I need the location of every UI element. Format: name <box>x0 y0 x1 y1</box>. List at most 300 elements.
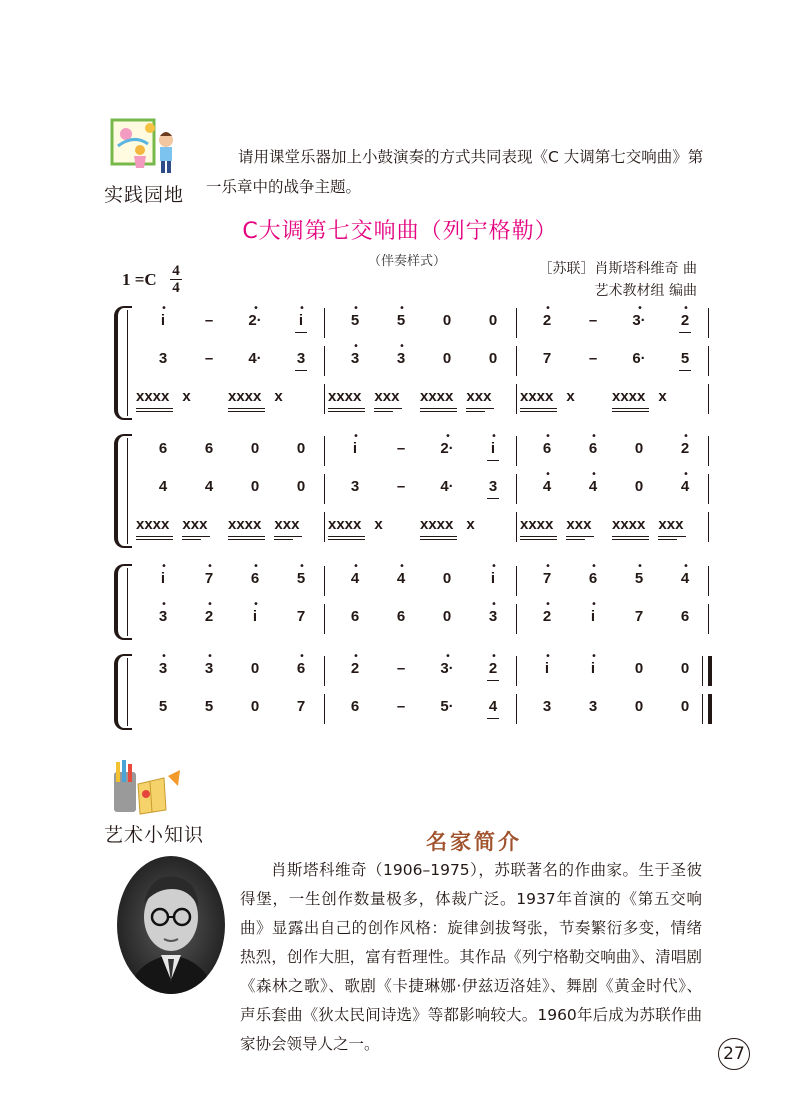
measure <box>518 382 710 418</box>
note: 7 <box>542 570 552 587</box>
measure <box>518 692 710 728</box>
note: 4 <box>680 570 690 587</box>
octave-dot: • <box>637 561 643 572</box>
note: 4 <box>542 478 552 495</box>
eighth-underline <box>295 332 307 333</box>
beam-line <box>228 539 265 540</box>
note: 6 <box>296 660 306 677</box>
note: 3· <box>632 312 646 329</box>
octave-dot: • <box>161 599 167 610</box>
note: – <box>204 312 214 329</box>
note: 0 <box>250 440 260 457</box>
measure <box>326 510 518 546</box>
beam-line <box>466 408 494 409</box>
note: – <box>204 350 214 367</box>
beam-line <box>328 408 365 409</box>
note: 4· <box>248 350 262 367</box>
note: 3 <box>588 698 598 715</box>
rhythm-note: xxxx <box>420 388 454 405</box>
barline <box>708 346 709 376</box>
barline <box>324 512 325 542</box>
beam-line <box>420 536 457 537</box>
note: 3 <box>488 608 498 625</box>
note: 5 <box>204 698 214 715</box>
octave-dot: • <box>491 651 497 662</box>
practice-instruction: 请用课堂乐器加上小鼓演奏的方式共同表现《C 大调第七交响曲》第一乐章中的战争主题。 <box>206 148 704 196</box>
eighth-underline <box>487 460 499 461</box>
beam-line <box>420 539 457 540</box>
note: i <box>160 570 166 587</box>
measure <box>134 510 326 546</box>
octave-dot: • <box>545 599 551 610</box>
eighth-underline <box>487 680 499 681</box>
measure <box>134 692 326 728</box>
barline <box>708 474 709 504</box>
measure <box>134 651 326 690</box>
barline <box>516 474 517 504</box>
eighth-underline <box>487 498 499 499</box>
note: 6 <box>350 698 360 715</box>
octave-dot: • <box>207 561 213 572</box>
octave-dot: • <box>353 561 359 572</box>
note: 2 <box>204 608 214 625</box>
measure <box>326 599 518 638</box>
barline <box>324 346 325 376</box>
octave-dot: • <box>591 469 597 480</box>
note: 2· <box>440 440 454 457</box>
octave-dot: • <box>683 431 689 442</box>
meter-bottom: 4 <box>172 280 180 296</box>
beam-line <box>612 536 649 537</box>
octave-dot: • <box>399 303 405 314</box>
note: i <box>490 440 496 457</box>
note: 0 <box>634 660 644 677</box>
note: 7 <box>204 570 214 587</box>
octave-dot: • <box>299 561 305 572</box>
note: 0 <box>680 698 690 715</box>
score-row <box>114 692 704 728</box>
octave-dot: • <box>161 303 167 314</box>
note: 7 <box>542 350 552 367</box>
octave-dot: • <box>207 599 213 610</box>
beam-line <box>182 539 200 540</box>
octave-dot: • <box>207 651 213 662</box>
octave-dot: • <box>545 303 551 314</box>
practice-illustration <box>104 116 184 176</box>
octave-dot: • <box>299 651 305 662</box>
note: 0 <box>634 698 644 715</box>
note: – <box>588 350 598 367</box>
rhythm-note: x <box>274 388 283 405</box>
measure <box>326 303 518 342</box>
note: 3 <box>158 350 168 367</box>
beam-line <box>328 539 365 540</box>
measure <box>134 434 326 470</box>
note: – <box>396 660 406 677</box>
note: 4· <box>440 478 454 495</box>
note: 0 <box>634 440 644 457</box>
score-row <box>114 303 704 342</box>
note: 7 <box>296 698 306 715</box>
score-row <box>114 341 704 380</box>
rhythm-note: xxxx <box>520 388 554 405</box>
note: 0 <box>250 478 260 495</box>
rhythm-note: xxxx <box>520 516 554 533</box>
barline <box>516 436 517 466</box>
measure <box>326 341 518 380</box>
note: i <box>590 660 596 677</box>
beam-line <box>228 536 265 537</box>
octave-dot: • <box>353 303 359 314</box>
note: 6 <box>158 440 168 457</box>
beam-line <box>136 411 173 412</box>
note: 3 <box>158 660 168 677</box>
credit-composer: ［苏联］肖斯塔科维奇 曲 <box>538 261 697 277</box>
rhythm-note: xxx <box>466 388 492 405</box>
score-row <box>114 469 704 508</box>
beam-line <box>466 411 484 412</box>
note: 0 <box>634 478 644 495</box>
barline <box>324 436 325 466</box>
time-signature <box>170 264 182 295</box>
measure <box>134 382 326 418</box>
rhythm-note: xxxx <box>136 516 170 533</box>
octave-dot: • <box>591 431 597 442</box>
measure <box>326 561 518 600</box>
rhythm-note: x <box>566 388 575 405</box>
rhythm-note: xxxx <box>612 388 646 405</box>
note: 0 <box>442 350 452 367</box>
score-system <box>114 431 704 548</box>
eighth-underline <box>679 332 691 333</box>
beam-line <box>228 408 265 409</box>
octave-dot: • <box>353 341 359 352</box>
rhythm-note: xxxx <box>612 516 646 533</box>
eighth-underline <box>679 370 691 371</box>
measure <box>134 303 326 342</box>
note: 7 <box>296 608 306 625</box>
barline <box>324 566 325 596</box>
octave-dot: • <box>399 341 405 352</box>
measure <box>134 472 326 508</box>
measure <box>518 599 710 638</box>
score-row <box>114 561 704 600</box>
final-barline <box>702 694 712 724</box>
barline <box>324 384 325 414</box>
measure <box>134 344 326 380</box>
measure <box>518 651 710 690</box>
rhythm-note: x <box>182 388 191 405</box>
octave-dot: • <box>445 431 451 442</box>
knowledge-illustration <box>100 758 190 818</box>
beam-line <box>274 539 292 540</box>
octave-dot: • <box>491 431 497 442</box>
rhythm-note: xxx <box>566 516 592 533</box>
note: 0 <box>296 478 306 495</box>
octave-dot: • <box>637 303 643 314</box>
note: 2 <box>350 660 360 677</box>
note: 3 <box>542 698 552 715</box>
rhythm-note: x <box>658 388 667 405</box>
barline <box>708 436 709 466</box>
note: 6 <box>250 570 260 587</box>
octave-dot: • <box>161 561 167 572</box>
note: 0 <box>488 312 498 329</box>
barline <box>516 656 517 686</box>
beam-line <box>566 539 584 540</box>
octave-dot: • <box>683 303 689 314</box>
measure <box>518 303 710 342</box>
barline <box>324 474 325 504</box>
note: – <box>396 440 406 457</box>
barline <box>708 308 709 338</box>
octave-dot: • <box>591 599 597 610</box>
barline <box>516 308 517 338</box>
barline <box>708 512 709 542</box>
note: 5 <box>634 570 644 587</box>
beam-line <box>520 539 557 540</box>
beam-line <box>612 408 649 409</box>
beam-line <box>420 408 457 409</box>
rhythm-note: x <box>466 516 475 533</box>
barline <box>324 308 325 338</box>
score-system <box>114 303 704 420</box>
rhythm-note: xxxx <box>136 388 170 405</box>
note: 0 <box>442 570 452 587</box>
note: i <box>252 608 258 625</box>
octave-dot: • <box>299 303 305 314</box>
page-number: 27 <box>718 1038 750 1070</box>
note: 5 <box>158 698 168 715</box>
key-signature: 1 =C <box>122 270 157 289</box>
octave-dot: • <box>253 303 259 314</box>
barline <box>516 694 517 724</box>
note: 0 <box>250 660 260 677</box>
score-row <box>114 431 704 470</box>
rhythm-note: xxx <box>658 516 684 533</box>
octave-dot: • <box>399 561 405 572</box>
beam-line <box>520 411 557 412</box>
note: 6 <box>680 608 690 625</box>
beam-line <box>136 539 173 540</box>
beam-line <box>520 408 557 409</box>
barline <box>516 512 517 542</box>
octave-dot: • <box>491 561 497 572</box>
note: 6 <box>588 440 598 457</box>
barline <box>324 604 325 634</box>
note: 0 <box>442 312 452 329</box>
note: i <box>544 660 550 677</box>
note: 0 <box>296 440 306 457</box>
beam-line <box>136 536 173 537</box>
note: i <box>590 608 596 625</box>
note: 7 <box>634 608 644 625</box>
measure <box>518 561 710 600</box>
note: i <box>160 312 166 329</box>
barline <box>324 694 325 724</box>
note: i <box>352 440 358 457</box>
note: 5 <box>680 350 690 367</box>
octave-dot: • <box>545 431 551 442</box>
rhythm-note: x <box>374 516 383 533</box>
measure <box>518 510 710 546</box>
octave-dot: • <box>591 651 597 662</box>
measure <box>134 561 326 600</box>
barline <box>708 604 709 634</box>
beam-line <box>658 536 686 537</box>
note: 4 <box>350 570 360 587</box>
note: 4 <box>158 478 168 495</box>
composer-bio: 肖斯塔科维奇（1906–1975），苏联著名的作曲家。生于圣彼得堡，一生创作数量极多，体裁广泛。1937年首演的《第五交响曲》显露出自己的创作风格：旋律剑拔弩张，节奏繁衍多变，情绪热烈，创作大胆，富有哲理性。其作品《列宁格勒交响曲》、清唱剧《森林之歌》、歌剧《卡捷琳娜·伊兹迈洛娃》、舞剧《黄金时代》、声乐套曲《狄太民间诗选》等都影响较大。1960年后成为苏联作曲家协会领导人之一。 <box>240 861 702 1053</box>
note: 3 <box>350 350 360 367</box>
note: 2· <box>248 312 262 329</box>
note: 6 <box>204 440 214 457</box>
measure <box>518 469 710 508</box>
note: 3 <box>296 350 306 367</box>
measure <box>326 472 518 508</box>
octave-dot: • <box>545 469 551 480</box>
note: – <box>588 312 598 329</box>
beam-line <box>182 536 210 537</box>
note: 6· <box>632 350 646 367</box>
score-system <box>114 651 704 730</box>
composer-portrait <box>116 855 226 995</box>
score-title: C大调第七交响曲（列宁格勒） <box>242 219 558 244</box>
note: i <box>490 570 496 587</box>
octave-dot: • <box>353 431 359 442</box>
score-row <box>114 599 704 638</box>
note: 2 <box>680 440 690 457</box>
note: 5· <box>440 698 454 715</box>
note: 3· <box>440 660 454 677</box>
score-row <box>114 510 704 546</box>
octave-dot: • <box>445 651 451 662</box>
beam-line <box>274 536 302 537</box>
beam-line <box>328 536 365 537</box>
section-title: 名家简介 <box>426 830 522 854</box>
note: 4 <box>204 478 214 495</box>
note: 0 <box>250 698 260 715</box>
note: 2 <box>680 312 690 329</box>
note: 3 <box>350 478 360 495</box>
rhythm-note: xxxx <box>420 516 454 533</box>
beam-line <box>420 411 457 412</box>
octave-dot: • <box>353 651 359 662</box>
octave-dot: • <box>545 561 551 572</box>
note: 3 <box>204 660 214 677</box>
score-credits <box>539 258 697 302</box>
note: 4 <box>488 698 498 715</box>
note: 2 <box>542 608 552 625</box>
note: i <box>298 312 304 329</box>
measure <box>326 431 518 470</box>
credit-arranger: 艺术教材组 编曲 <box>594 283 697 299</box>
barline <box>516 566 517 596</box>
beam-line <box>612 411 649 412</box>
beam-line <box>328 411 365 412</box>
note: 5 <box>396 312 406 329</box>
barline <box>708 384 709 414</box>
rhythm-note: xxxx <box>328 516 362 533</box>
octave-dot: • <box>683 561 689 572</box>
note: 4 <box>396 570 406 587</box>
note: 5 <box>296 570 306 587</box>
rhythm-note: xxxx <box>228 516 262 533</box>
rhythm-note: xxx <box>374 388 400 405</box>
barline <box>516 346 517 376</box>
note: 6 <box>396 608 406 625</box>
note: 3 <box>158 608 168 625</box>
note: – <box>396 478 406 495</box>
beam-line <box>228 411 265 412</box>
octave-dot: • <box>545 651 551 662</box>
note: 2 <box>488 660 498 677</box>
note: – <box>396 698 406 715</box>
rhythm-note: xxx <box>274 516 300 533</box>
note: 3 <box>396 350 406 367</box>
barline <box>516 384 517 414</box>
final-barline <box>702 656 712 686</box>
note: 4 <box>588 478 598 495</box>
beam-line <box>374 411 392 412</box>
score-row <box>114 651 704 690</box>
octave-dot: • <box>491 599 497 610</box>
meter-top: 4 <box>172 263 180 279</box>
barline <box>324 656 325 686</box>
rhythm-note: xxxx <box>228 388 262 405</box>
note: 4 <box>680 478 690 495</box>
beam-line <box>136 408 173 409</box>
eighth-underline <box>295 370 307 371</box>
note: 6 <box>588 570 598 587</box>
note: 6 <box>542 440 552 457</box>
score-subtitle: （伴奏样式） <box>368 254 447 269</box>
note: 3 <box>488 478 498 495</box>
octave-dot: • <box>683 469 689 480</box>
score-row <box>114 382 704 418</box>
knowledge-badge-label: 艺术小知识 <box>104 824 205 846</box>
octave-dot: • <box>591 561 597 572</box>
rhythm-note: xxxx <box>328 388 362 405</box>
beam-line <box>520 536 557 537</box>
barline <box>516 604 517 634</box>
measure <box>518 431 710 470</box>
octave-dot: • <box>253 599 259 610</box>
octave-dot: • <box>161 651 167 662</box>
rhythm-note: xxx <box>182 516 208 533</box>
note: 0 <box>680 660 690 677</box>
score-system <box>114 561 704 640</box>
beam-line <box>374 408 402 409</box>
beam-line <box>612 539 649 540</box>
octave-dot: • <box>253 561 259 572</box>
measure <box>518 344 710 380</box>
measure <box>326 692 518 728</box>
measure <box>326 651 518 690</box>
measure <box>326 382 518 418</box>
note: 0 <box>442 608 452 625</box>
beam-line <box>566 536 594 537</box>
practice-badge-label: 实践园地 <box>104 184 185 206</box>
note: 0 <box>488 350 498 367</box>
eighth-underline <box>487 718 499 719</box>
note: 6 <box>350 608 360 625</box>
note: 5 <box>350 312 360 329</box>
note: 2 <box>542 312 552 329</box>
beam-line <box>658 539 676 540</box>
barline <box>708 566 709 596</box>
measure <box>134 599 326 638</box>
